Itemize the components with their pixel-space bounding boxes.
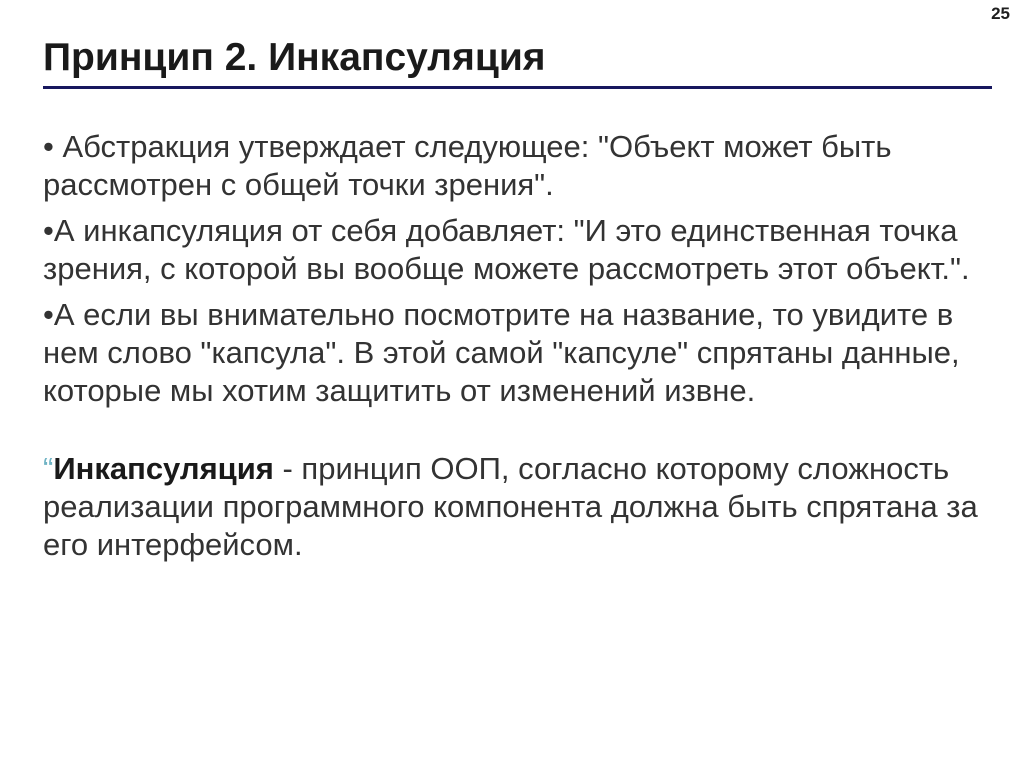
- slide-body: [43, 128, 988, 564]
- bullet-encapsulation: •А инкапсуляция от себя добавляет: "И это единственная точка зрения, с которой вы вообще можете рассмотреть этот объект.".: [43, 213, 970, 286]
- bullet-capsule: •А если вы внимательно посмотрите на название, то увидите в нем слово "капсула". В этой самой "капсуле" спрятаны данные, которые мы хотим защитить от изменений извне.: [43, 297, 960, 408]
- slide-title: Принцип 2. Инкапсуляция: [43, 36, 546, 79]
- encapsulation-definition: [43, 450, 988, 564]
- definition-term: Инкапсуляция: [53, 451, 274, 486]
- title-underline: [43, 86, 992, 89]
- bullet-abstraction: • Абстракция утверждает следующее: "Объект может быть рассмотрен с общей точки зрения".: [43, 129, 892, 202]
- definition-text: - принцип ООП, согласно которому сложность реализации программного компонента должна быть спрятана за его интерфейсом.: [43, 451, 978, 562]
- quote-mark: “: [43, 451, 54, 486]
- slide-number: 25: [991, 4, 1010, 23]
